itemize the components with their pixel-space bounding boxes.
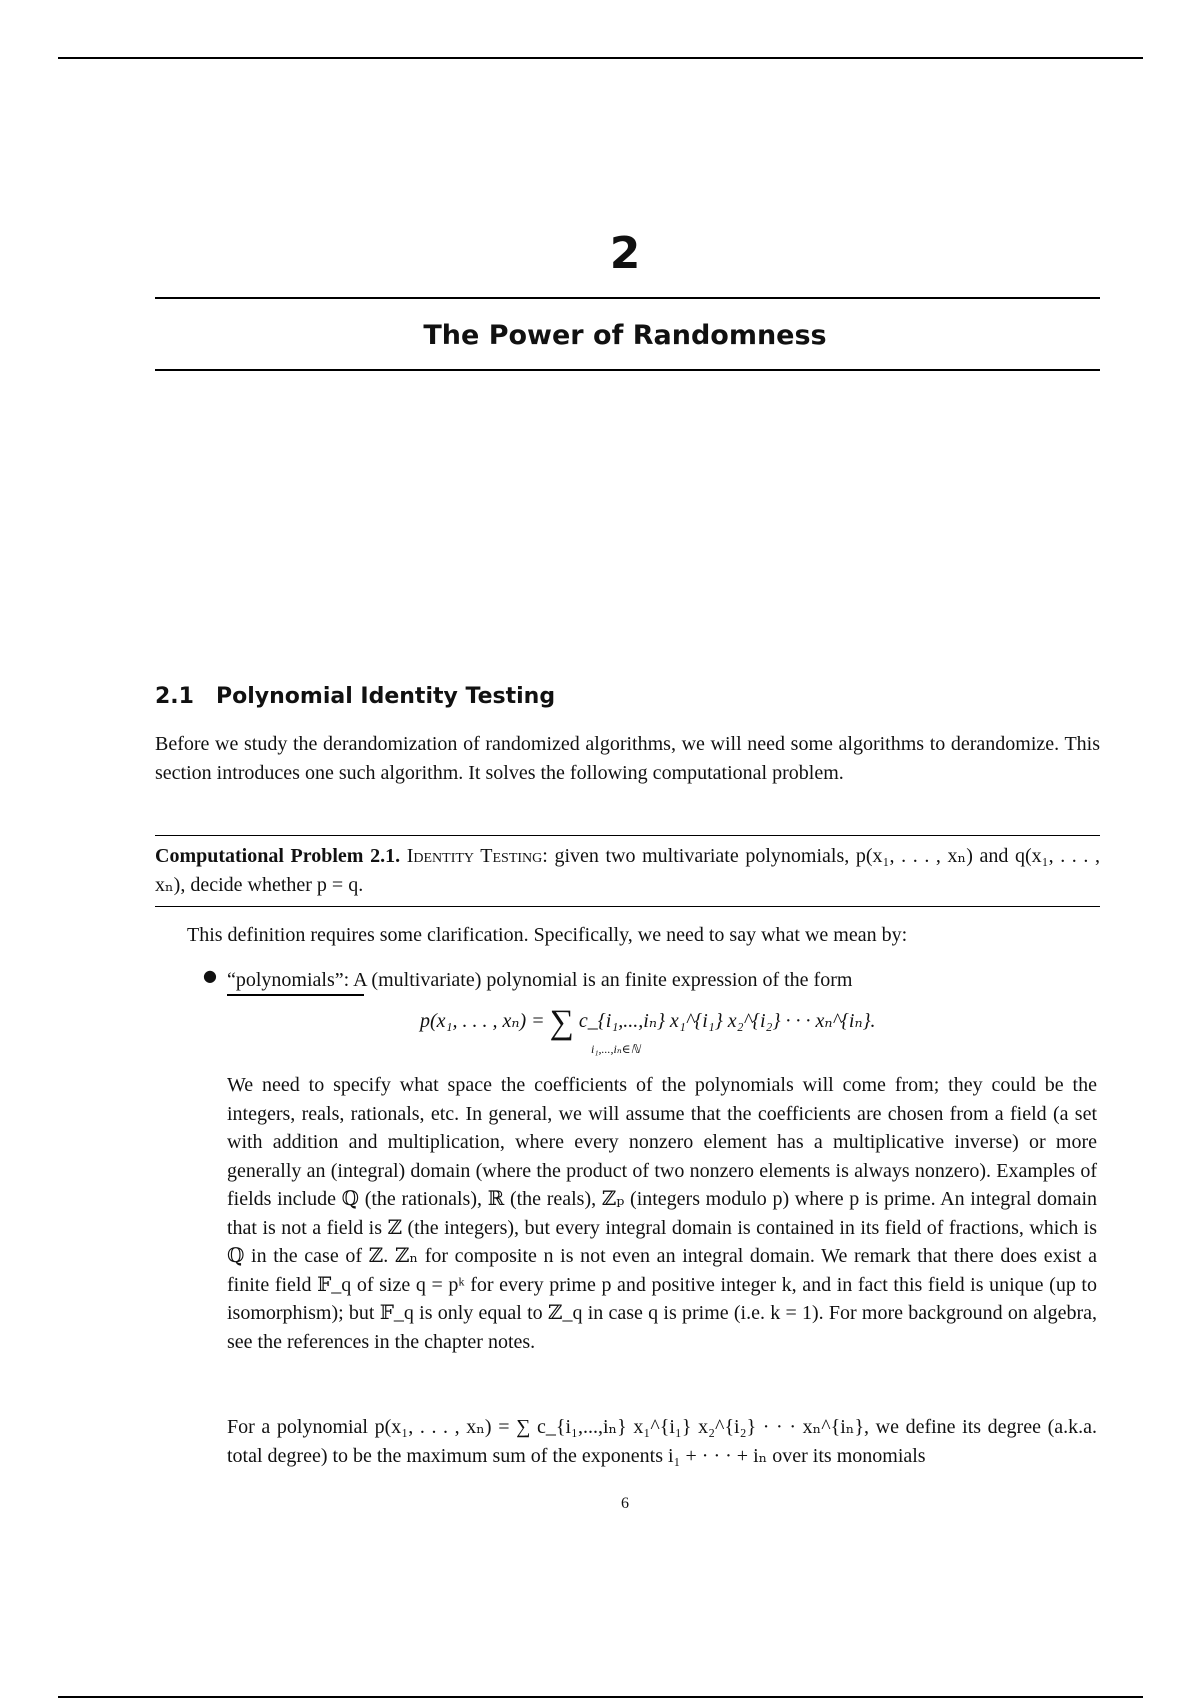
chapter-title: The Power of Randomness (423, 320, 827, 351)
sum-symbol: ∑ (549, 1004, 574, 1041)
polynomial-formula (420, 1004, 876, 1042)
page-number: 6 (621, 1495, 629, 1512)
chapter-rule-top (155, 297, 1100, 299)
sum-index: i₁,...,iₙ∈ℕ (591, 1042, 641, 1056)
problem-name: Identity Testing: (406, 845, 548, 867)
problem-statement (155, 842, 1100, 899)
bullet-term: “polynomials” (227, 969, 344, 991)
coefficients-paragraph: We need to specify what space the coefficients of the polynomials will come from; they could be the integers, reals, rationals, etc. In general, we will assume that the coefficients are chosen from a field (a set with addition and multiplication, where every nonzero element has a multiplicative inverse) or more generally an (integral) domain (where the product of two nonzero elements is always nonzero). Examples of fields include ℚ (the rationals), ℝ (the reals), ℤₚ (integers modulo p) where p is prime. An integral domain that is not a field is ℤ (the integers), but every integral domain is contained in its field of fractions, which is ℚ in the case of ℤ. ℤₙ for composite n is not even an integral domain. We remark that there does exist a finite field 𝔽_q of size q = pᵏ for every prime p and positive integer k, and in fact this field is unique (up to isomorphism); but 𝔽_q is only equal to ℤ_q in case q is prime (i.e. k = 1). For more background on algebra, see the references in the chapter notes. (227, 1074, 1097, 1353)
degree-paragraph: For a polynomial p(x₁, . . . , xₙ) = ∑ c_{i₁,...,iₙ} x₁^{i₁} x₂^{i₂} · · · xₙ^{iₙ}, we define its degree (a.k.a. total degree) to be the maximum sum of the exponents i₁ + · · · + iₙ over its monomials (227, 1416, 1097, 1467)
chapter-number: 2 (609, 228, 641, 279)
problem-rule-top (155, 835, 1100, 836)
problem-rule-bottom (155, 906, 1100, 907)
term-underline (227, 994, 364, 996)
intro-paragraph: Before we study the derandomization of randomized algorithms, we will need some algorithms to derandomize. This section introduces one such algorithm. It solves the following computational problem. (155, 733, 1100, 784)
bullet-lead: : A (multivariate) polynomial is an finite expression of the form (343, 969, 853, 991)
bullet-marker: ● (203, 966, 217, 985)
section-heading (155, 684, 555, 709)
formula-lhs: p(x₁, . . . , xₙ) = (420, 1010, 545, 1032)
header-rule (58, 57, 1143, 59)
section-title: Polynomial Identity Testing (216, 684, 556, 709)
clarification-paragraph: This definition requires some clarification. Specifically, we need to say what we mean by: (187, 924, 908, 946)
problem-label: Computational Problem 2.1. (155, 845, 401, 867)
chapter-rule-bottom (155, 369, 1100, 371)
footer-rule (58, 1696, 1143, 1698)
section-number: 2.1 (155, 684, 194, 709)
formula-rhs: c_{i₁,...,iₙ} x₁^{i₁} x₂^{i₂} · · · xₙ^{iₙ}. (578, 1010, 876, 1032)
bullet-polynomials (227, 966, 1097, 995)
problem-text: given two multivariate polynomials, p(x₁, . . . , xₙ) and q(x₁, . . . , xₙ), decide whether p = q. (155, 845, 1101, 896)
